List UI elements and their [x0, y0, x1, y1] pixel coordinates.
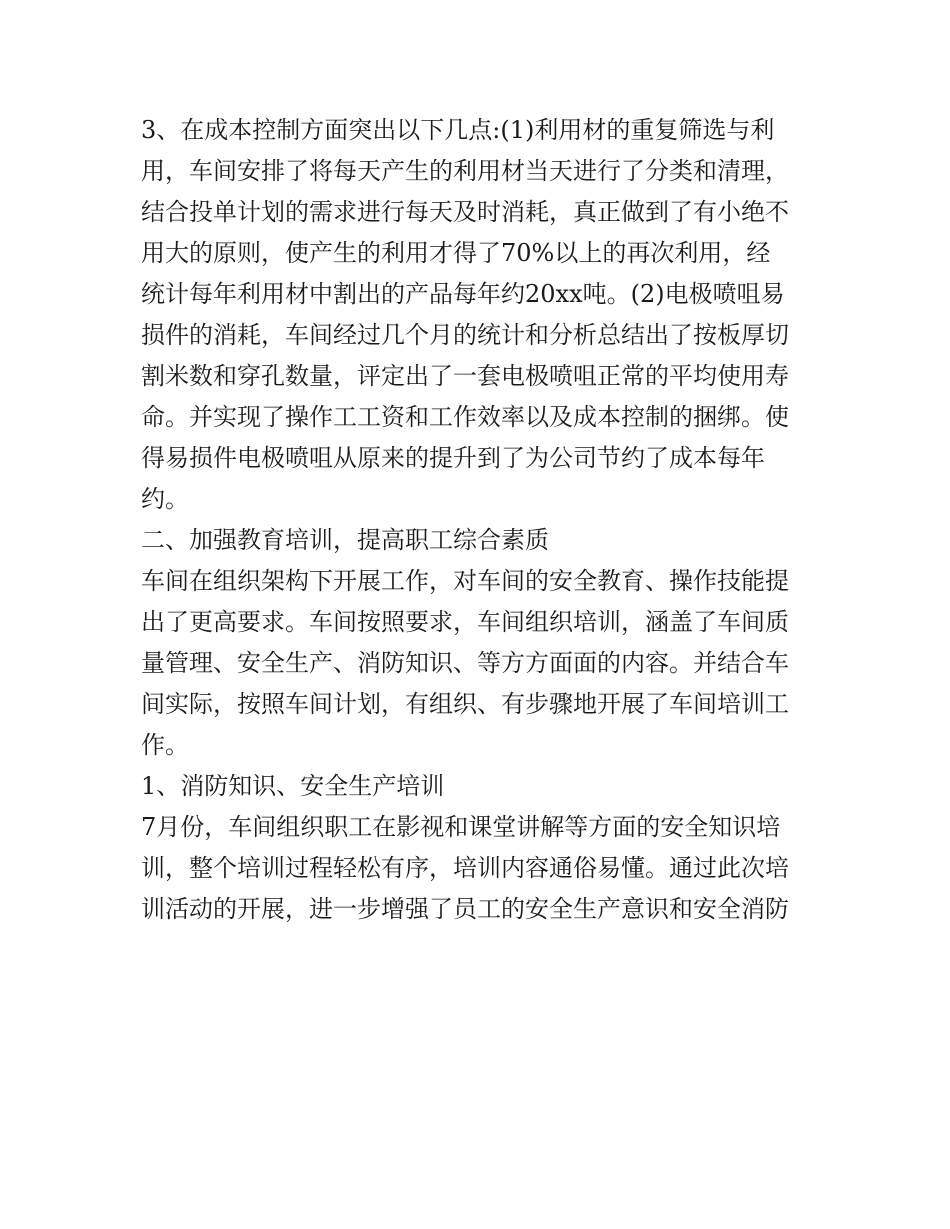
text-line: 损件的消耗，车间经过几个月的统计和分析总结出了按板厚切: [141, 321, 789, 349]
text-line: 3、在成本控制方面突出以下几点:(1)利用材的重复筛选与利: [141, 116, 775, 144]
text-line: 训活动的开展，进一步增强了员工的安全生产意识和安全消防: [141, 895, 789, 923]
text-line: 量管理、安全生产、消防知识、等方方面面的内容。并结合车: [141, 649, 789, 677]
text-line: 间实际，按照车间计划，有组织、有步骤地开展了车间培训工: [141, 690, 789, 718]
text-line: 统计每年利用材中割出的产品每年约20xx吨。(2)电极喷咀易: [141, 280, 785, 308]
document-body: [141, 110, 813, 930]
text-line: 用，车间安排了将每天产生的利用材当天进行了分类和清理，: [141, 157, 789, 185]
section-heading: 二、加强教育培训，提高职工综合素质: [141, 526, 549, 554]
text-line: 车间在组织架构下开展工作，对车间的安全教育、操作技能提: [141, 567, 789, 595]
text-line: 7月份，车间组织职工在影视和课堂讲解等方面的安全知识培: [141, 813, 781, 841]
text-line: 作。: [141, 731, 189, 759]
subsection-heading: 1、消防知识、安全生产培训: [141, 772, 445, 800]
text-line: 出了更高要求。车间按照要求，车间组织培训，涵盖了车间质: [141, 608, 789, 636]
text-line: 约。: [141, 485, 189, 513]
text-line: 用大的原则，使产生的利用才得了70%以上的再次利用，经: [141, 239, 771, 267]
text-line: 割米数和穿孔数量，评定出了一套电极喷咀正常的平均使用寿: [141, 362, 789, 390]
text-line: 得易损件电极喷咀从原来的提升到了为公司节约了成本每年: [141, 444, 765, 472]
text-line: 训，整个培训过程轻松有序，培训内容通俗易懂。通过此次培: [141, 854, 789, 882]
text-line: 结合投单计划的需求进行每天及时消耗，真正做到了有小绝不: [141, 198, 789, 226]
text-line: 命。并实现了操作工工资和工作效率以及成本控制的捆绑。使: [141, 403, 789, 431]
